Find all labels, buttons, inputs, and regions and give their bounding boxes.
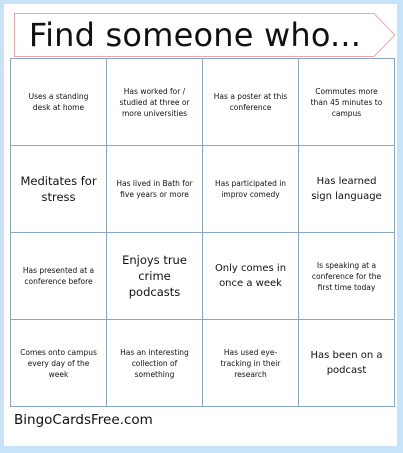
bingo-square-text: Only comes in once a week (214, 263, 287, 289)
bingo-card (4, 4, 397, 446)
bingo-square[interactable] (203, 233, 299, 320)
bingo-square[interactable] (299, 320, 395, 407)
bingo-square-text: Has an interesting collection of something (120, 347, 189, 379)
title-banner (14, 13, 396, 57)
bingo-grid (10, 58, 395, 407)
bingo-square-text: Has lived in Bath for five years or more (116, 179, 193, 199)
bingo-square[interactable] (203, 146, 299, 233)
bingo-square-text: Has a poster at this conference (213, 92, 288, 112)
bingo-square[interactable] (11, 320, 107, 407)
bingo-square[interactable] (203, 59, 299, 146)
bingo-square-text: Has used eye-tracking in their research (220, 347, 281, 379)
bingo-square-text: Comes onto campus every day of the week (20, 347, 97, 379)
bingo-square[interactable] (11, 233, 107, 320)
bingo-square[interactable] (299, 146, 395, 233)
bingo-square-text: Has presented at a conference before (22, 266, 95, 286)
bingo-square[interactable] (107, 233, 203, 320)
bingo-square[interactable] (11, 59, 107, 146)
bingo-square[interactable] (107, 146, 203, 233)
page-title: Find someone who... (28, 16, 362, 54)
bingo-square-text: Uses a standing desk at home (28, 92, 89, 112)
bingo-square-text: Is speaking at a conference for the first time today (311, 260, 382, 292)
bingo-square-text: Has worked for / studied at three or more universities (119, 86, 190, 118)
footer-site-credit: BingoCardsFree.com (14, 412, 153, 428)
bingo-square-text: Has participated in improv comedy (214, 179, 287, 199)
bingo-square[interactable] (107, 320, 203, 407)
bingo-square-text: Has been on a podcast (310, 350, 383, 376)
bingo-square[interactable] (107, 59, 203, 146)
bingo-square-text: Commutes more than 45 minutes to campus (310, 86, 383, 118)
bingo-square-text: Has learned sign language (311, 176, 382, 202)
bingo-square[interactable] (203, 320, 299, 407)
bingo-square[interactable] (299, 233, 395, 320)
bingo-square[interactable] (11, 146, 107, 233)
bingo-square-text: Meditates for stress (20, 174, 97, 204)
bingo-square-text: Enjoys true crime podcasts (122, 253, 187, 299)
bingo-square[interactable] (299, 59, 395, 146)
